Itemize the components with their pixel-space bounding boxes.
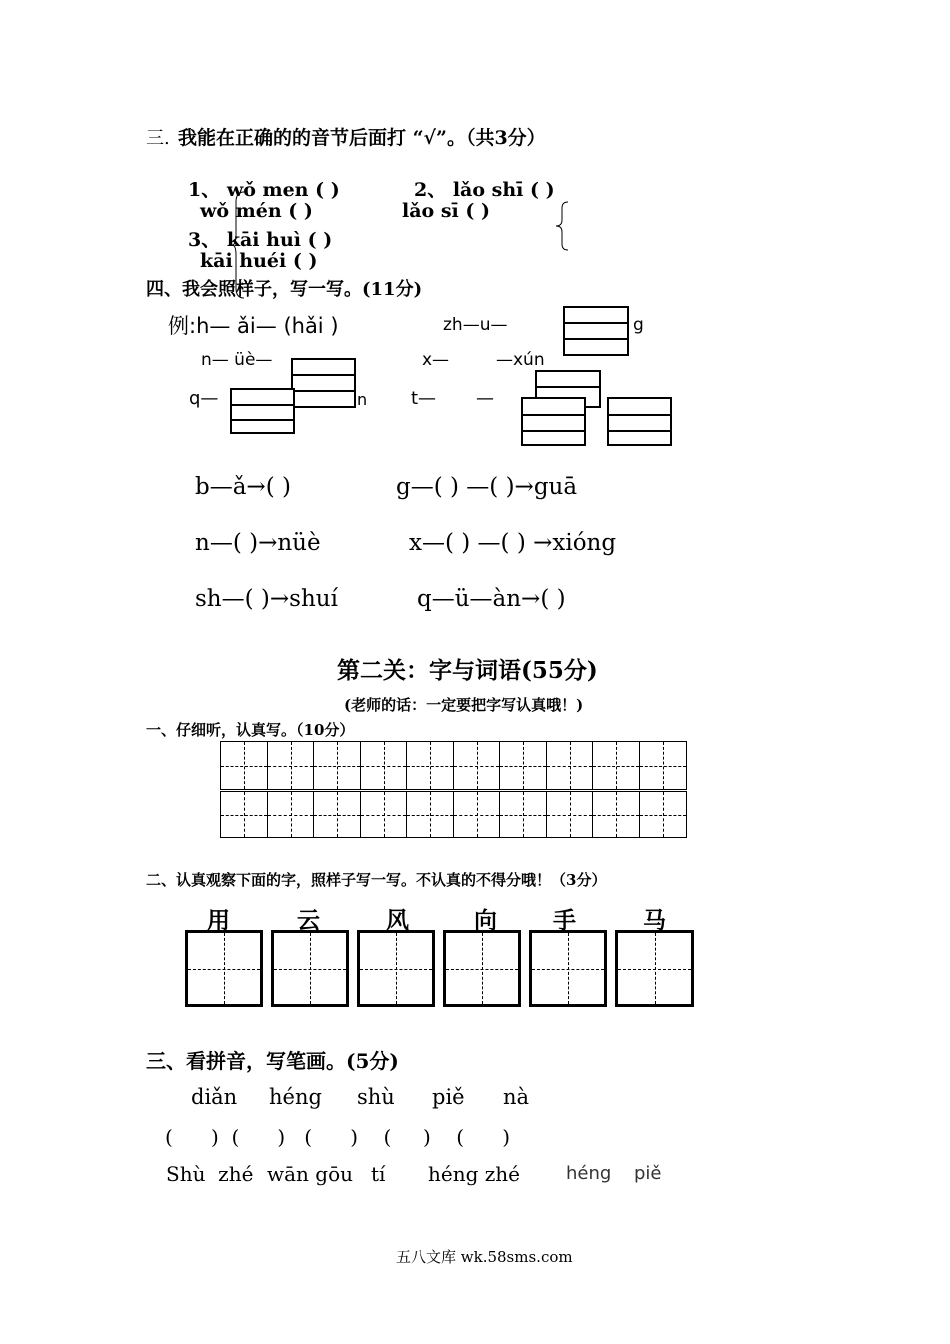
s5-r2b: x—( ) —( ) →xióng — [409, 530, 617, 556]
s3-line2a: wǒ mén ( ) — [200, 200, 313, 222]
writing-grid-row-2[interactable] — [220, 791, 687, 838]
s3-line3a: 3、 kāi huì ( ) — [188, 229, 333, 251]
p2s2-title: 二、认真观察下面的字，照样子写一写。不认真的不得分哦！（3分） — [146, 871, 607, 889]
pinyin-5: nà — [503, 1085, 530, 1109]
s5-r1a: b—ǎ→( ) — [195, 474, 291, 500]
p2s1-title: 一、仔细听，认真写。（10分） — [146, 721, 355, 739]
stroke-2: wān gōu — [267, 1162, 354, 1186]
char-5: 手 — [553, 907, 576, 934]
tian-box-2[interactable] — [271, 930, 349, 1007]
brace-right-icon — [556, 200, 570, 252]
tian-box-1[interactable] — [185, 930, 263, 1007]
s3-line4a: kāi huéi ( ) — [200, 250, 318, 272]
answer-box-zhu[interactable] — [563, 306, 629, 356]
s4-n2: n — [357, 390, 368, 409]
s4-title: 四、我会照样子，写一写。(11分) — [146, 279, 423, 300]
tian-box-6[interactable] — [615, 930, 694, 1007]
stroke-4: héng zhé — [428, 1162, 521, 1186]
s4-t: t— — [411, 388, 437, 409]
stroke-1: Shù zhé — [166, 1162, 254, 1186]
s4-dash: — — [476, 388, 494, 409]
s3-title: 我能在正确的的音节后面打 “√”。（共3分） — [178, 127, 546, 149]
pinyin-4: piě — [432, 1085, 465, 1109]
pinyin-3: shù — [357, 1085, 395, 1109]
pinyin-2: héng — [269, 1085, 322, 1109]
tian-box-3[interactable] — [357, 930, 435, 1007]
s5-r3b: q—ü—àn→( ) — [417, 586, 566, 612]
answer-box-t2[interactable] — [607, 397, 672, 446]
s4-n: n— üè— — [201, 350, 273, 370]
tian-box-5[interactable] — [529, 930, 607, 1007]
part2-subtitle: (老师的话：一定要把字写认真哦！) — [344, 696, 584, 714]
s5-r1b: g—( ) —( )→guā — [396, 474, 578, 500]
char-6: 马 — [643, 907, 666, 934]
stroke-6: piě — [634, 1163, 662, 1184]
s4-zh: zh—u— — [443, 315, 508, 335]
p2s3-title: 三、看拼音，写笔画。(5分) — [146, 1049, 399, 1073]
footer: 五八文库 wk.58sms.com — [396, 1248, 573, 1266]
answer-box-q[interactable] — [230, 388, 295, 434]
s3-line1a: 1、 wǒ men ( ) — [188, 179, 340, 201]
s5-r2a: n—( )→nüè — [195, 530, 321, 556]
answer-box-nue[interactable] — [291, 358, 356, 408]
stroke-5: héng — [566, 1163, 612, 1184]
s4-q: q— — [189, 388, 219, 409]
stroke-parens[interactable]: ( ) ( ) ( ) ( ) ( ) — [165, 1125, 511, 1149]
pinyin-1: diǎn — [191, 1085, 238, 1109]
s3-line2b: lǎo sī ( ) — [402, 200, 490, 222]
part2-title: 第二关：字与词语(55分) — [337, 657, 598, 684]
s4-x: x— — [422, 350, 450, 370]
char-3: 风 — [386, 907, 409, 934]
s5-r3a: sh—( )→shuí — [195, 586, 338, 612]
s3-line1b: 2、 lǎo shī ( ) — [414, 179, 555, 201]
s3-title-num: 三. — [146, 128, 170, 149]
stroke-3: tí — [371, 1162, 386, 1186]
writing-grid-row-1[interactable] — [220, 741, 687, 790]
char-4: 向 — [474, 907, 497, 934]
s4-g: g — [633, 315, 644, 335]
answer-box-t1[interactable] — [521, 397, 586, 446]
tian-box-4[interactable] — [443, 930, 521, 1007]
char-2: 云 — [297, 907, 320, 934]
char-1: 用 — [207, 907, 230, 934]
s4-xun: —xún — [496, 350, 545, 370]
s4-example: 例:h— ǎi— (hǎi ) — [168, 314, 339, 338]
